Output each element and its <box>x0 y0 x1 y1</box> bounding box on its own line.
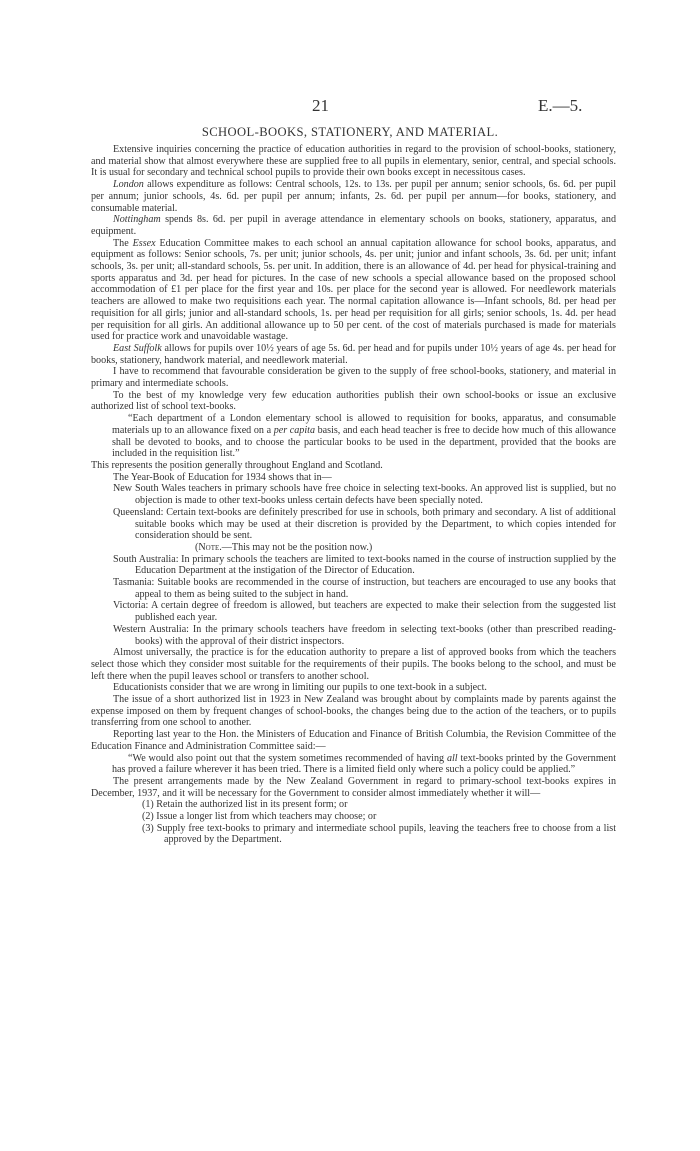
paragraph: Almost universally, the practice is for the education authority to prepare a list of approved books from which the teachers select those which they consider most suitable for the requirements of their pupils. The books belong to the school, and must be left there when the pupil leaves school or transfers to another school. <box>91 647 616 682</box>
country-entry: Victoria: A certain degree of freedom is allowed, but teachers are expected to make their selection from the suggested list published each year. <box>113 600 616 624</box>
document-code: E.—5. <box>538 96 583 115</box>
authority-name: London <box>113 179 144 191</box>
block-quote: “Each department of a London elementary school is allowed to requisition for books, apparatus, and consumable materials up to an allowance fixed on a per capita basis, and each head teacher is free to decide how much of this allowance shall be devoted to books, and to choose the particular books to be used in the department, provided that the books are included in the requisition list.” <box>112 413 616 460</box>
block-quote: “We would also point out that the system sometimes recommended of having all text-books printed by the Government has proved a failure wherever it has been tried. There is a limited field only where such a policy could be applied.” <box>112 752 616 776</box>
paragraph: The Year-Book of Education for 1934 shows that in— <box>113 471 332 483</box>
body-text <box>91 144 616 846</box>
paragraph: Extensive inquiries concerning the practice of education authorities in regard to the provision of school-books, stationery, and material show that almost everywhere these are supplied free to all pupils in elementary, senior, central, and special schools. It is usual for secondary and technical school pupils to provide their own books except in necessitous cases. <box>91 144 616 179</box>
note: (Note.—This may not be the position now.) <box>195 541 373 553</box>
paragraph: The present arrangements made by the New Zealand Government in regard to primary-school text-books expires in December, 1937, and it will be necessary for the Government to consider almost immediately whether it will— <box>91 775 616 799</box>
paragraph: The Essex Education Committee makes to each school an annual capitation allowance for school books, apparatus, and equipment as follows: Senior schools, 7s. per unit; junior schools, 4s. per unit; junior and infant schools, 3s. 6d. per unit; infant schools, 3s. per unit; all-standard schools, 5s. per unit. In addition, there is an allowance of 4d. per head for physical-training and sports apparatus and 3d. per head for pictures. In the case of new schools a special allowance based on the proposed school accommodation of £1 per place for the first year and 10s. per place for the second year is allowed. For needlework materials teachers are allowed to make two requisitions each year. The normal capitation allowance is—Infant schools, 8d. per head per requisition for all girls; junior and all-standard schools, 1s. per head per requisition for all girls; senior schools, 1s. 4d. per head per requisition for all girls. An additional allowance up to 50 per cent. of the cost of materials purchased is made for materials used for practice work and unavoidable wastage. <box>91 237 616 343</box>
page-number: 21 <box>312 96 329 115</box>
paragraph: Nottingham spends 8s. 6d. per pupil in average attendance in elementary schools on books, stationery, apparatus, and equipment. <box>91 214 616 237</box>
paragraph: Educationists consider that we are wrong in limiting our pupils to one text-book in a subject. <box>113 682 487 694</box>
list-item: (3) Supply free text-books to primary and intermediate school pupils, leaving the teachers free to choose from a list approved by the Department. <box>142 822 616 846</box>
paragraph: London allows expenditure as follows: Central schools, 12s. to 13s. per pupil per annum; senior schools, 6s. 6d. per pupil per annum; junior schools, 4s. 6d. per pupil per annum; infants, 2s. 6d. per pupil per annum—for books, stationery, and consumable material. <box>91 179 616 214</box>
country-entry: South Australia: In primary schools the teachers are limited to text-books named in the course of instruction supplied by the Education Department at the instigation of the Director of Education. <box>113 553 616 577</box>
section-title: SCHOOL-BOOKS, STATIONERY, AND MATERIAL. <box>201 125 499 139</box>
paragraph: The issue of a short authorized list in 1923 in New Zealand was brought about by complaints made by parents against the expense imposed on them by frequent changes of school-books, the changes being due to the action of the teachers, or to pupils transferring from one school to another. <box>91 694 616 729</box>
list-item: (2) Issue a longer list from which teachers may choose; or <box>142 811 377 823</box>
country-entry: Western Australia: In the primary schools teachers have freedom in selecting text-books (other than prescribed reading-books) with the approval of their district inspectors. <box>113 623 616 647</box>
paragraph: I have to recommend that favourable consideration be given to the supply of free school-books, stationery, and material in primary and intermediate schools. <box>91 366 616 390</box>
country-entry: New South Wales teachers in primary schools have free choice in selecting text-books. An approved list is supplied, but no objection is made to other text-books unless certain defects have been specially noted. <box>113 483 616 507</box>
list-item: (1) Retain the authorized list in its present form; or <box>142 799 348 811</box>
paragraph: To the best of my knowledge very few education authorities publish their own school-books or issue an exclusive authorized list of school text-books. <box>91 389 616 413</box>
authority-name: East Suffolk <box>113 342 162 354</box>
authority-name: Nottingham <box>113 214 161 226</box>
paragraph: This represents the position generally throughout England and Scotland. <box>91 459 383 471</box>
country-entry: Tasmania: Suitable books are recommended in the course of instruction, but teachers are encouraged to use any books that appeal to them as being suited to the subject in hand. <box>113 577 616 600</box>
country-entry: Queensland: Certain text-books are definitely prescribed for use in schools, both primary and secondary. A list of additional suitable books which may be used at their discretion is provided by the Department, to which copies intended for consideration should be sent. <box>113 506 616 542</box>
authority-name: Essex <box>132 237 156 249</box>
paragraph: East Suffolk allows for pupils over 10½ years of age 5s. 6d. per head and for pupils under 10½ years of age 4s. per head for books, stationery, handwork material, and needlework material. <box>91 342 616 366</box>
paragraph: Reporting last year to the Hon. the Ministers of Education and Finance of British Columbia, the Revision Committee of the Education Finance and Administration Committee said:— <box>91 729 616 752</box>
